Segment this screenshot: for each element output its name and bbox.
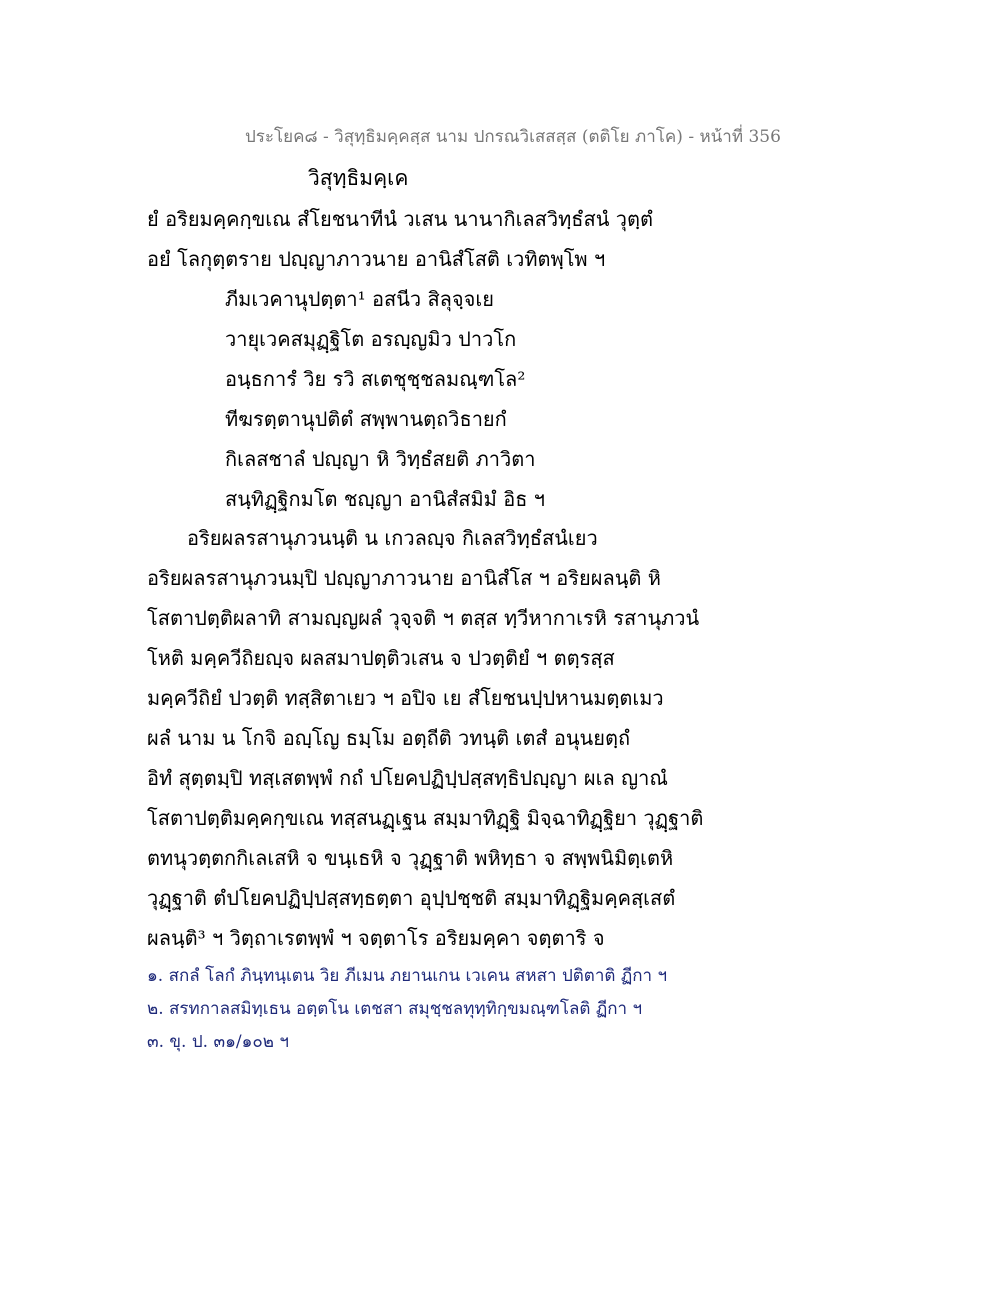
paragraph-line: วุฏฺฐาติ ตํปโยคปฏิปฺปสฺสทฺธตฺตา อุปฺปชฺชติ สมฺมาทิฏฺฐิมคฺคสฺเสตํ <box>147 886 676 910</box>
verse-line: วายุเวคสมุฏฺฐิโต อรญฺญมิว ปาวโก <box>225 327 517 351</box>
verse-line: ทีฆรตฺตานุปติตํ สพฺพานตฺถวิธายกํ <box>225 407 507 431</box>
paragraph-first-line: อริยผลรสานุภวนนฺติ น เกวลญฺจ กิเลสวิทฺธํสนํเยว <box>187 526 598 550</box>
footnote: ๒. สรทกาลสมิทฺเธน อตฺตโน เตชสา สมุชฺชลทุทฺทิกฺขมณฺฑโลติ ฏีกา ฯ <box>147 999 643 1019</box>
footnote: ๓. ขุ. ป. ๓๑/๑๐๒ ฯ <box>147 1032 289 1052</box>
paragraph-line: ผลนฺติ³ ฯ วิตฺถาเรตพฺพํ ฯ จตฺตาโร อริยมคฺคา จตฺตาริ จ <box>147 926 605 950</box>
intro-line: ยํ อริยมคฺคกฺขเณ สํโยชนาทีนํ วเสน นานากิเลสวิทฺธํสนํ วุตฺตํ <box>147 207 653 231</box>
intro-line: อยํ โลกุตฺตราย ปญฺญาภาวนาย อานิสํโสติ เวทิตพฺโพ ฯ <box>147 247 606 271</box>
paragraph-line: อริยผลรสานุภวนมฺปิ ปญฺญาภาวนาย อานิสํโส ฯ อริยผลนฺติ หิ <box>147 566 661 590</box>
paragraph-line: ตทนุวตฺตกกิเลเสหิ จ ขนฺเธหิ จ วุฏฺฐาติ พหิทฺธา จ สพฺพนิมิตฺเตหิ <box>147 846 674 870</box>
section-heading: วิสุทฺธิมคฺเค <box>308 166 409 190</box>
footnote: ๑. สกลํ โลกํ ภินฺทนฺเตน วิย ภีเมน ภยานเกน เวเคน สหสา ปติตาติ ฏีกา ฯ <box>147 966 668 986</box>
verse-line: ภีมเวคานุปตฺตา¹ อสนีว สิลุจฺจเย <box>225 287 494 311</box>
verse-line: กิเลสชาลํ ปญฺญา หิ วิทฺธํสยติ ภาวิตา <box>225 447 536 471</box>
paragraph-line: อิทํ สุตฺตมฺปิ ทสฺเสตพฺพํ กถํ ปโยคปฏิปฺปสฺสทฺธิปญฺญา ผเล ญาณํ <box>147 766 668 790</box>
paragraph-line: มคฺควีถิยํ ปวตฺติ ทสฺสิตาเยว ฯ อปิจ เย สํโยชนปฺปหานมตฺตเมว <box>147 686 664 710</box>
paragraph-line: ผลํ นาม น โกจิ อญฺโญ ธมฺโม อตฺถีติ วทนฺติ เตสํ อนุนยตฺถํ <box>147 726 631 750</box>
verse-line: อนฺธการํ วิย รวิ สเตชุชฺชลมณฺฑโล² <box>225 367 526 391</box>
verse-line: สนฺทิฏฺฐิกมโต ชญฺญา อานิสํสมิมํ อิธ ฯ <box>225 487 546 511</box>
paragraph-line: โสตาปตฺติมคฺคกฺขเณ ทสฺสนฏฺเฐน สมฺมาทิฏฺฐิ มิจฺฉาทิฏฺฐิยา วุฏฺฐาติ <box>147 806 704 830</box>
paragraph-line: โหติ มคฺควีถิยญฺจ ผลสมาปตฺติวเสน จ ปวตฺติยํ ฯ ตตฺรสฺส <box>147 646 615 670</box>
paragraph-line: โสตาปตฺติผลาทิ สามญฺญผลํ วุจฺจติ ฯ ตสฺส ทฺวีหากาเรหิ รสานุภวนํ <box>147 606 700 630</box>
page-header: ประโยค๘ - วิสุทฺธิมคฺคสฺส นาม ปกรณวิเสสสฺส (ตติโย ภาโค) - หน้าที่ 356 <box>245 127 781 147</box>
